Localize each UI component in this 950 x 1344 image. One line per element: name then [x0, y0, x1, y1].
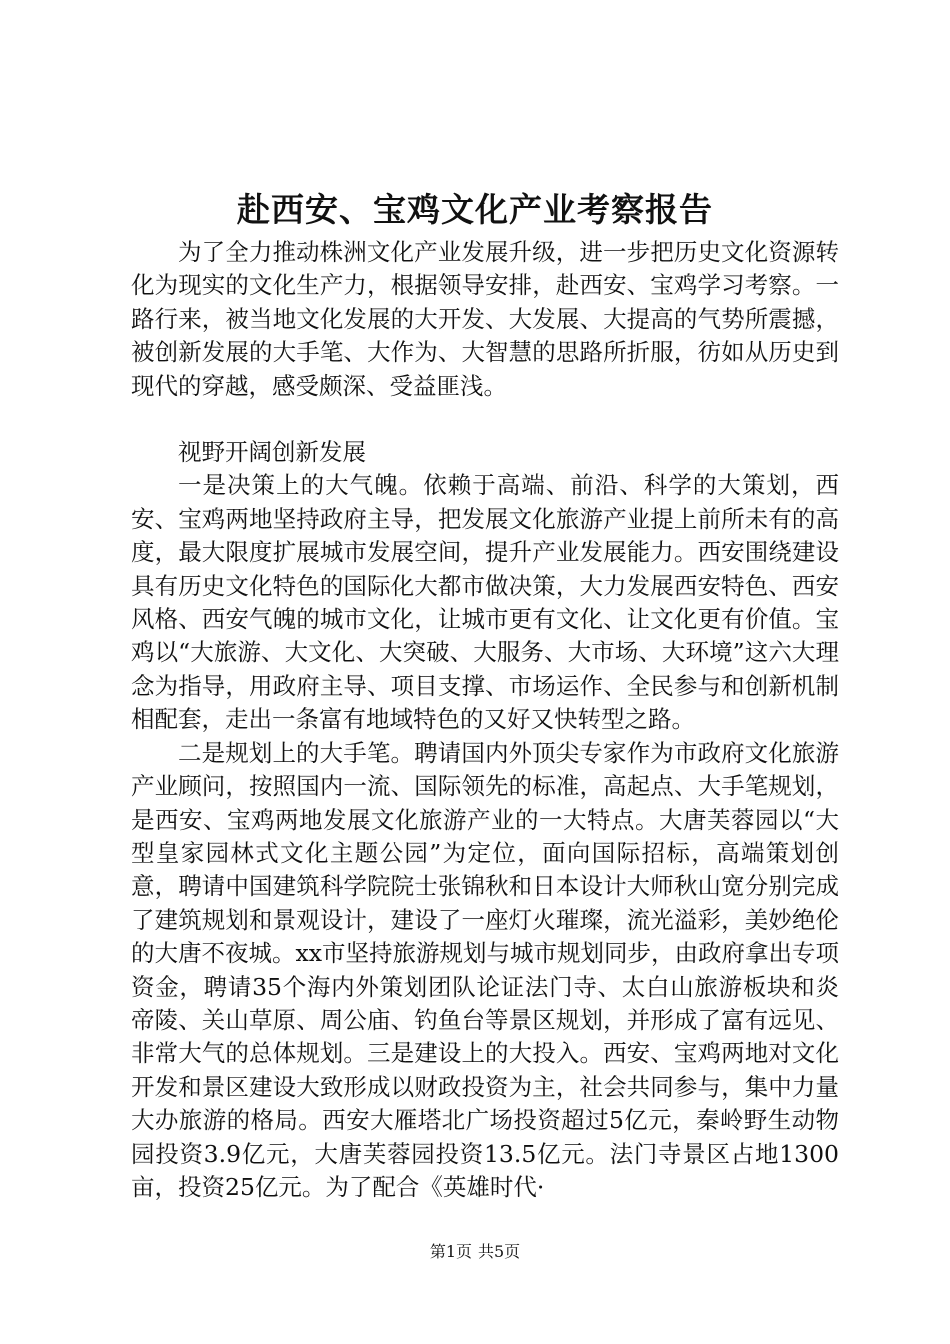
section-heading: 视野开阔创新发展	[178, 438, 366, 467]
page-number-current: 第1页	[429, 1242, 472, 1261]
body-paragraph-decision: 一是决策上的大气魄。依赖于高端、前沿、科学的大策划，西安、宝鸡两地坚持政府主导，把发展文化旅游产业提上前所未有的高度，最大限度扩展城市发展空间，提升产业发展能力。西安围绕建设具有历史文化特色的国际化大都市做决策，大力发展西安特色、西安风格、西安气魄的城市文化，让城市更有文化、让文化更有价值。宝鸡以“大旅游、大文化、大突破、大服务、大市场、大环境”这六大理念为指导，用政府主导、项目支撑、市场运作、全民参与和创新机制相配套，走出一条富有地域特色的又好又快转型之路。	[131, 471, 839, 734]
page-number-total: 共5页	[478, 1242, 521, 1261]
document-body	[131, 236, 839, 1204]
page-footer	[0, 1241, 950, 1263]
document-title: 赴西安、宝鸡文化产业考察报告	[237, 190, 713, 229]
intro-paragraph: 为了全力推动株洲文化产业发展升级，进一步把历史文化资源转化为现实的文化生产力，根据领导安排，赴西安、宝鸡学习考察。一路行来，被当地文化发展的大开发、大发展、大提高的气势所震撼，被创新发展的大手笔、大作为、大智慧的思路所折服，彷如从历史到现代的穿越，感受颇深、受益匪浅。	[131, 238, 839, 400]
body-paragraph-planning: 二是规划上的大手笔。聘请国内外顶尖专家作为市政府文化旅游产业顾问，按照国内一流、国际领先的标准，高起点、大手笔规划，是西安、宝鸡两地发展文化旅游产业的一大特点。大唐芙蓉园以“大型皇家园林式文化主题公园”为定位，面向国际招标，高端策划创意，聘请中国建筑科学院院士张锦秋和日本设计大师秋山宽分别完成了建筑规划和景观设计，建设了一座灯火璀璨，流光溢彩，美妙绝伦的大唐不夜城。xx市坚持旅游规划与城市规划同步，由政府拿出专项资金，聘请35个海内外策划团队论证法门寺、太白山旅游板块和炎帝陵、关山草原、周公庙、钓鱼台等景区规划，并形成了富有远见、非常大气的总体规划。三是建设上的大投入。西安、宝鸡两地对文化开发和景区建设大致形成以财政投资为主，社会共同参与，集中力量大办旅游的格局。西安大雁塔北广场投资超过5亿元，秦岭野生动物园投资3.9亿元，大唐芙蓉园投资13.5亿元。法门寺景区占地1300亩，投资25亿元。为了配合《英雄时代·	[131, 738, 840, 1201]
